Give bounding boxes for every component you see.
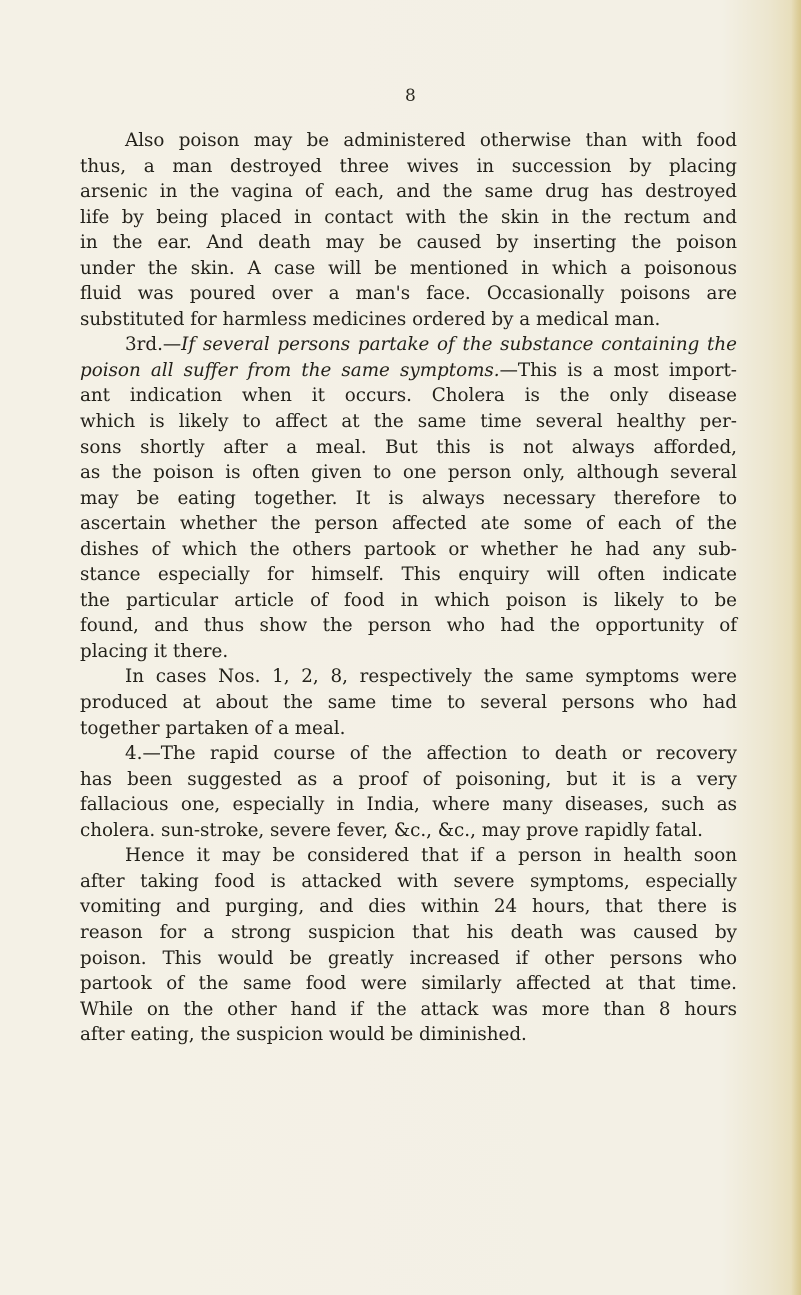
text-line: under the skin. A case will be mentioned in which a poisonous <box>80 257 737 279</box>
text-line: reason for a strong suspicion that his death was caused by <box>80 921 737 943</box>
text-line: Hence it may be considered that if a person in health soon <box>125 845 737 867</box>
text-line: found, and thus show the person who had the opportunity of <box>80 615 737 637</box>
text-line: may be eating together. It is always necessary therefore to <box>80 487 737 509</box>
text-line: 4.—The rapid course of the affection to death or recovery <box>125 743 737 765</box>
text-line: placing it there. <box>80 640 229 662</box>
page-edge-shading <box>791 0 801 1295</box>
text-line: vomiting and purging, and dies within 24 hours, that there is <box>80 896 737 918</box>
text-line: life by being placed in contact with the skin in the rectum and <box>80 206 737 228</box>
text-line <box>80 358 737 384</box>
text-line: thus, a man destroyed three wives in succession by placing <box>80 155 737 177</box>
line-lead: 3rd.— <box>125 334 182 356</box>
text-line: together partaken of a meal. <box>80 717 346 739</box>
body-text <box>80 128 737 1048</box>
page-number: 8 <box>405 86 416 106</box>
text-line: cholera. sun-stroke, severe fever, &c., &c., may prove rapidly fatal. <box>80 819 703 841</box>
text-line: arsenic in the vagina of each, and the same drug has destroyed <box>80 181 737 203</box>
italic-heading: poison all suffer from the same symptoms. <box>80 359 500 381</box>
text-line: after taking food is attacked with severe symptoms, especially <box>80 870 737 892</box>
text-line: stance especially for himself. This enquiry will often indicate <box>80 564 737 586</box>
text-line: in the ear. And death may be caused by inserting the poison <box>80 232 737 254</box>
text-line: ascertain whether the person affected ate some of each of the <box>80 513 737 535</box>
text-line: dishes of which the others partook or whether he had any sub- <box>80 538 737 560</box>
text-line: poison. This would be greatly increased if other persons who <box>80 947 737 969</box>
text-line: which is likely to affect at the same time several healthy per- <box>80 411 737 433</box>
text-line: ant indication when it occurs. Cholera is the only disease <box>80 385 737 407</box>
line-tail: —This is a most import- <box>499 359 737 381</box>
italic-heading: If several persons partake of the substance containing the <box>181 334 737 356</box>
text-line <box>80 332 737 358</box>
text-line: produced at about the same time to several persons who had <box>80 692 737 714</box>
text-line: substituted for harmless medicines ordered by a medical man. <box>80 308 661 330</box>
text-line: after eating, the suspicion would be diminished. <box>80 1024 527 1046</box>
text-line: In cases Nos. 1, 2, 8, respectively the same symptoms were <box>125 666 737 688</box>
text-line: Also poison may be administered otherwise than with food <box>125 130 737 151</box>
text-line: partook of the same food were similarly affected at that time. <box>80 973 737 995</box>
text-line: has been suggested as a proof of poisoning, but it is a very <box>80 768 737 790</box>
text-line: as the poison is often given to one person only, although several <box>80 462 737 484</box>
text-line: While on the other hand if the attack was more than 8 hours <box>80 998 737 1020</box>
text-line: fallacious one, especially in India, where many diseases, such as <box>80 794 737 816</box>
text-line: fluid was poured over a man's face. Occasionally poisons are <box>80 283 737 305</box>
text-line: the particular article of food in which poison is likely to be <box>80 589 737 611</box>
text-line: sons shortly after a meal. But this is not always afforded, <box>80 436 737 458</box>
